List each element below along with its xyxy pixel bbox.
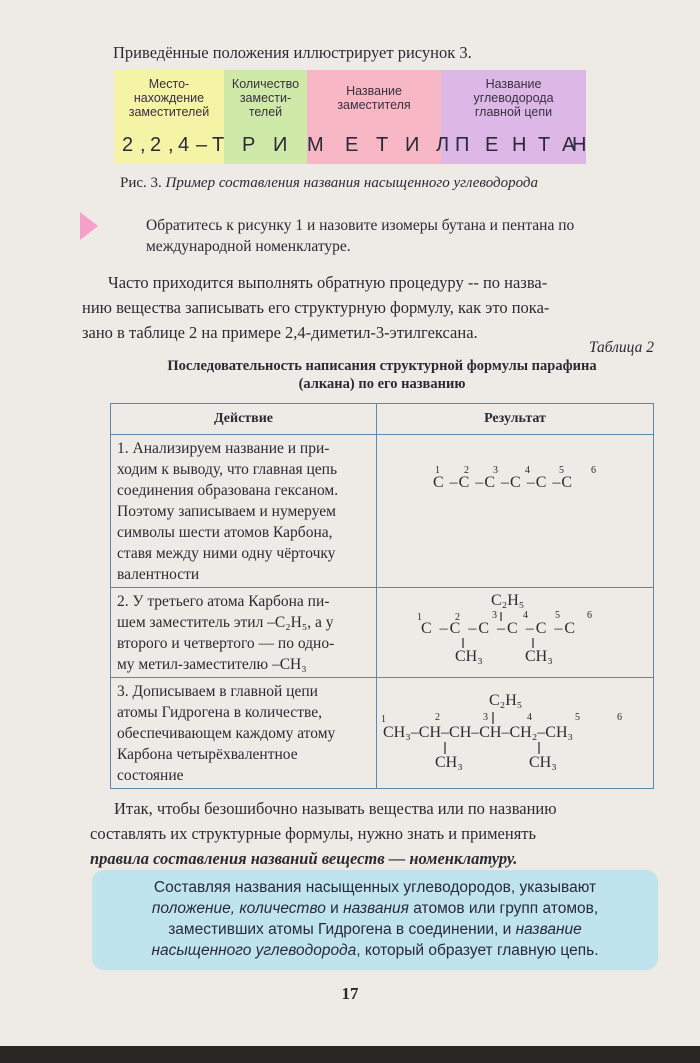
callout-line-4 [106,940,644,961]
paragraph-2-line: Итак, чтобы безошибочно называть вещества или по названию [114,799,557,818]
task-text: Обратитесь к рисунку 1 и назовите изомеры бутана и пентана по международной номенклатуре. [146,217,575,255]
letter: Т [538,134,551,156]
page-bottom-edge [0,1046,700,1063]
paragraph-1 [82,270,668,345]
atom-number: 5 [555,610,560,621]
action-line: второго и четвертого — по одно- [117,635,335,652]
fig-header-locants-text: Место- нахождение заместителей [128,77,210,119]
callout-line-1: Составляя названия насыщенных углеводородов, указывают [153,879,597,896]
atom-number: 4 [525,465,530,476]
action-line: 1. Анализируем название и при- [117,440,330,457]
methyl-group: CH₃ [525,648,553,665]
letter: А [562,134,576,156]
letter: 2 [122,134,134,156]
caption-prefix: Рис. 3. [120,175,162,191]
table-row [111,588,654,678]
paragraph-2-emphasis: правила составления названий веществ — номенклатуру. [90,849,518,868]
bond-lines [377,588,666,676]
table-title [100,357,664,393]
atom-number: 3 [483,712,488,723]
letter: 2 [150,134,162,156]
atom-number: 2 [455,612,460,623]
branched-chain: C –C –C –C –C –C [421,620,578,637]
letter: Н [572,134,587,156]
letter: П [455,134,470,156]
action-line: Карбона четырёхвалентное [117,746,298,763]
atom-number: 6 [591,465,596,476]
callout-line-3 [106,919,644,940]
callout-text: атомов или групп атомов, [408,900,599,917]
col-action-header: Действие [111,404,377,435]
fig-header-substituent [307,70,441,126]
col-result-header: Результат [377,404,654,435]
result-cell [377,588,654,678]
callout-line-2 [106,898,644,919]
atom-number: 6 [617,712,622,723]
callout-emph: положение, количество [151,900,326,917]
paragraph-2 [90,796,660,871]
atom-number: 4 [523,610,528,621]
fig-header-count-text: Количество замести- телей [231,77,300,119]
rule-callout [92,870,658,970]
callout-text: , который образует главную цепь. [356,942,599,959]
atom-number: 3 [493,465,498,476]
intro-line: Приведённые положения иллюстрирует рисунок 3. [113,43,472,62]
ethyl-group: C₂H₅ [491,592,525,609]
table-2 [110,403,654,789]
letter: Т [212,134,225,156]
result-cell [377,435,654,588]
action-cell [111,435,377,588]
figure-caption [120,175,660,192]
table-header-row [111,404,654,435]
letter: Т [376,134,389,156]
bond-lines [377,678,666,786]
action-line: соединения образована гексаном. [117,482,339,499]
table-title-line-1: Последовательность написания структурной формулы парафина [167,358,597,374]
callout-text: заместивших атомы Гидрогена в соединении, и [168,921,516,938]
callout-emph: названия [343,900,409,917]
letter: Е [485,134,499,156]
callout-emph: название [515,921,582,938]
table-label: Таблица 2 [588,339,654,356]
page-number: 17 [341,984,359,1003]
letter: – [196,134,208,156]
table-row [111,678,654,789]
action-line: символы шести атомов Карбона, [117,524,333,541]
fig-header-substituent-text: Название заместителя [337,84,411,112]
atom-number: 4 [527,712,532,723]
task-marker-icon [80,212,100,242]
action-line: ставя между ними одну чёрточку [117,545,336,562]
atom-number: 5 [559,465,564,476]
atom-number: 1 [381,714,386,725]
fig-header-locants [114,70,224,126]
letter: Л [436,134,450,156]
letter: И [405,134,420,156]
compound-name-letters [114,126,586,164]
callout-emph: насыщенного углеводорода [151,942,357,959]
callout-text: и [325,900,344,917]
table-row [111,435,654,588]
letter: , [140,134,146,156]
paragraph-2-line: составлять их структурные формулы, нужно знать и применять [90,824,537,843]
action-line: обеспечивающем каждому атому [117,725,336,742]
atom-number: 3 [492,610,497,621]
letter: Н [512,134,527,156]
methyl-group: CH₃ [455,648,483,665]
atom-number: 6 [587,610,592,621]
paragraph-1-line: зано в таблице 2 на примере 2,4-диметил-3-этилгексана. [82,323,478,342]
hexane-chain: C –C –C –C –C –C [433,474,574,491]
atom-number: 2 [435,712,440,723]
fig-header-main-chain-text: Название углеводорода главной цепи [473,77,554,119]
atom-number: 1 [435,465,440,476]
action-line: 3. Дописываем в главной цепи [117,683,318,700]
letter: Р [242,134,256,156]
methyl-group: CH₃ [529,754,557,771]
table-title-line-2: (алкана) по его названию [298,376,466,392]
action-line: атомы Гидрогена в количестве, [117,704,322,721]
paragraph-1-line: Часто приходится выполнять обратную процедуру -- по назва- [108,273,548,292]
full-formula-chain: CH₃–CH–CH–CH–CH₂–CH₃ [383,724,574,741]
result-cell [377,678,654,789]
atom-number: 5 [575,712,580,723]
action-cell [111,588,377,678]
methyl-group: CH₃ [435,754,463,771]
letter: И [273,134,288,156]
letter: 4 [178,134,190,156]
action-line: шем заместитель этил –C₂H₅, а у [117,614,334,631]
atom-number: 2 [464,465,469,476]
action-line: ходим к выводу, что главная цепь [117,461,338,478]
letter: Е [345,134,359,156]
fig-header-main-chain [441,70,586,126]
action-line: состояние [117,767,184,784]
atom-number: 1 [417,612,422,623]
action-line: му метил-заместителю –CH₃ [117,656,307,673]
action-cell [111,678,377,789]
action-line: 2. У третьего атома Карбона пи- [117,593,330,610]
letter: М [307,134,324,156]
paragraph-1-line: нию вещества записывать его структурную формулу, как это пока- [82,298,550,317]
ethyl-group: C₂H₅ [489,692,523,709]
action-line: валентности [117,566,200,583]
action-line: Поэтому записываем и нумеруем [117,503,336,520]
fig-header-count [224,70,307,126]
caption-text: Пример составления названия насыщенного углеводорода [165,175,538,191]
letter: , [168,134,174,156]
